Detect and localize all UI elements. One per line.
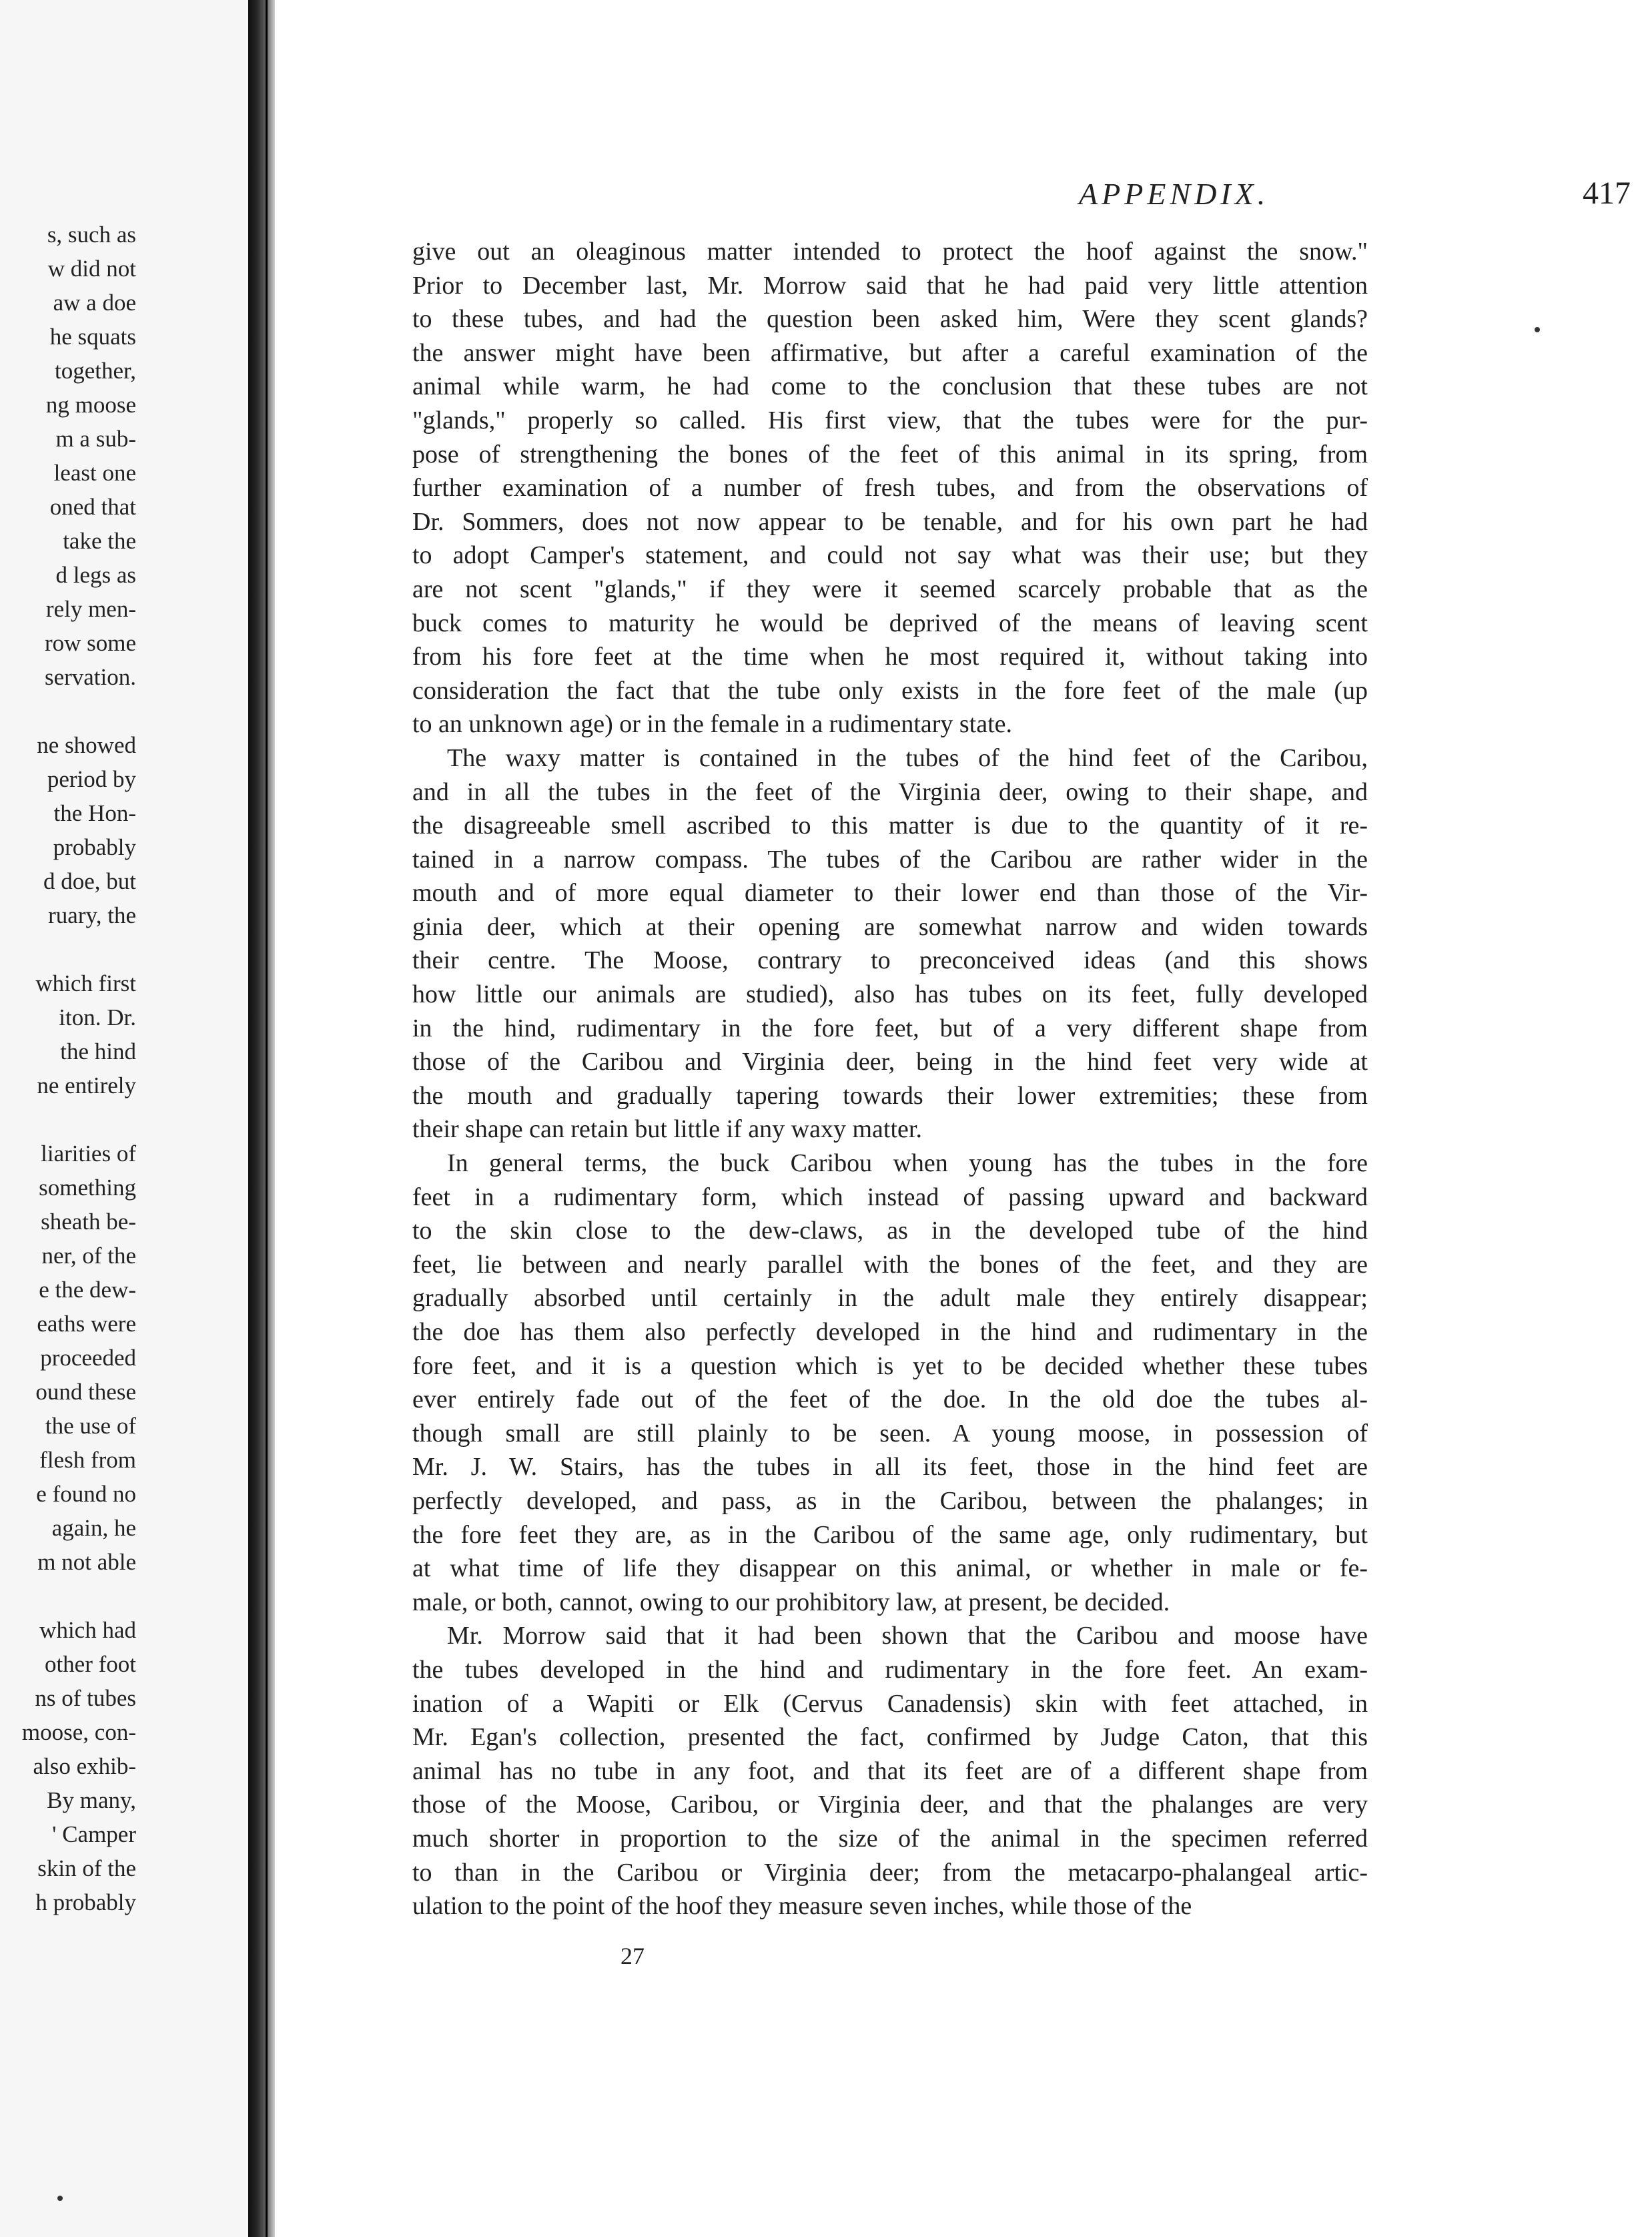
facing-page-line (0, 1579, 248, 1613)
facing-page-line: m a sub- (55, 426, 136, 452)
facing-page-line: again, he (51, 1515, 136, 1541)
facing-page-line: skin of the (37, 1855, 136, 1881)
facing-page-line: also exhib- (33, 1753, 136, 1779)
page-number: 417 (1583, 176, 1631, 211)
body-text (412, 235, 1368, 1923)
facing-page-line: together, (54, 358, 136, 384)
text-line: The waxy matter is contained in the tubes of the hind feet of the Caribou, (447, 743, 1368, 772)
text-line: further examination of a number of fresh tubes, and from the observations of (412, 474, 1368, 503)
text-line: the tubes developed in the hind and rudimentary in the fore feet. An exam- (412, 1655, 1368, 1684)
scan-speck (1535, 327, 1540, 332)
text-line: the fore feet they are, as in the Caribou of the same age, only rudimentary, but (412, 1520, 1368, 1549)
facing-page-line: ne showed (37, 732, 136, 758)
text-line: the disagreeable smell ascribed to this matter is due to the quantity of it re- (412, 812, 1368, 840)
facing-page-line (0, 932, 248, 966)
text-line: at what time of life they disappear on this animal, or whether in male or fe- (412, 1554, 1368, 1583)
facing-page-line: sheath be- (41, 1209, 136, 1235)
text-line: Prior to December last, Mr. Morrow said that he had paid very little attention (412, 271, 1368, 300)
facing-page-line: iton. Dr. (59, 1004, 136, 1030)
text-line: to the skin close to the dew-claws, as in the developed tube of the hind (412, 1217, 1368, 1245)
facing-page-line: w did not (47, 256, 136, 282)
text-line: give out an oleaginous matter intended to protect the hoof against the snow." (412, 238, 1368, 266)
facing-page-line: ' Camper (52, 1821, 136, 1847)
text-line: to an unknown age) or in the female in a rudimentary state. (412, 710, 1013, 739)
text-line: In general terms, the buck Caribou when young has the tubes in the fore (447, 1149, 1368, 1178)
text-line: feet, lie between and nearly parallel with the bones of the feet, and they are (412, 1250, 1368, 1279)
text-line: in the hind, rudimentary in the fore feet, but of a very different shape from (412, 1014, 1368, 1042)
text-line: feet in a rudimentary form, which instead of passing upward and backward (412, 1183, 1368, 1211)
facing-page-fragment (0, 0, 248, 2237)
facing-page-line: period by (47, 766, 136, 792)
facing-page-line: By many, (47, 1787, 136, 1813)
scan-speck (57, 2196, 63, 2201)
facing-page-line: moose, con- (21, 1719, 136, 1745)
facing-page-line: take the (63, 528, 136, 554)
text-line: ulation to the point of the hoof they measure seven inches, while those of the (412, 1892, 1192, 1921)
text-line: much shorter in proportion to the size of the animal in the specimen referred (412, 1824, 1368, 1853)
text-line: ginia deer, which at their opening are somewhat narrow and widen towards (412, 912, 1368, 941)
facing-page-line: servation. (44, 664, 136, 690)
text-line: and in all the tubes in the feet of the Virginia deer, owing to their shape, and (412, 777, 1368, 806)
facing-page-line: aw a doe (53, 290, 136, 316)
text-line: how little our animals are studied), also has tubes on its feet, fully developed (412, 980, 1368, 1009)
facing-page-line (0, 1102, 248, 1137)
text-line: mouth and of more equal diameter to their lower end than those of the Vir- (412, 879, 1368, 908)
text-line: those of the Moose, Caribou, or Virginia deer, and that the phalanges are very (412, 1791, 1368, 1819)
facing-page-line: something (39, 1175, 136, 1201)
text-line: ination of a Wapiti or Elk (Cervus Canadensis) skin with feet attached, in (412, 1689, 1368, 1718)
text-line: animal while warm, he had come to the conclusion that these tubes are not (412, 372, 1368, 401)
text-line: are not scent "glands," if they were it seemed scarcely probable that as the (412, 575, 1368, 603)
facing-page-line: row some (44, 630, 136, 656)
facing-page-text (0, 218, 248, 1919)
facing-page-line: h probably (35, 1889, 136, 1915)
text-line: Mr. Morrow said that it had been shown that the Caribou and moose have (447, 1622, 1368, 1650)
text-line: Mr. J. W. Stairs, has the tubes in all its feet, those in the hind feet are (412, 1453, 1368, 1482)
facing-page-line: m not able (37, 1549, 136, 1575)
text-line: male, or both, cannot, owing to our prohibitory law, at present, be decided. (412, 1588, 1170, 1616)
facing-page-line: the hind (60, 1038, 136, 1064)
text-line: Mr. Egan's collection, presented the fact, confirmed by Judge Caton, that this (412, 1723, 1368, 1752)
facing-page-line: s, such as (47, 222, 136, 248)
facing-page-line: proceeded (40, 1345, 136, 1371)
facing-page-line: ner, of the (41, 1243, 136, 1269)
facing-page-line: ns of tubes (35, 1685, 136, 1711)
facing-page-line: other foot (44, 1651, 136, 1677)
text-line: though small are still plainly to be seen. A young moose, in possession of (412, 1419, 1368, 1448)
running-head: APPENDIX. (1079, 177, 1270, 211)
text-line: to than in the Caribou or Virginia deer; from the metacarpo-phalangeal artic- (412, 1858, 1368, 1887)
facing-page-line: liarities of (41, 1141, 136, 1167)
facing-page-line: the Hon- (53, 800, 136, 826)
facing-page-line: eaths were (37, 1311, 136, 1337)
facing-page-line: he squats (49, 324, 136, 350)
text-line: tained in a narrow compass. The tubes of the Caribou are rather wider in the (412, 845, 1368, 874)
facing-page-line: d legs as (55, 562, 136, 588)
text-line: the mouth and gradually tapering towards their lower extremities; these from (412, 1081, 1368, 1110)
text-line: fore feet, and it is a question which is yet to be decided whether these tubes (412, 1351, 1368, 1380)
text-line: animal has no tube in any foot, and that its feet are of a different shape from (412, 1756, 1368, 1785)
facing-page-line: ng moose (45, 392, 136, 418)
facing-page-line: e the dew- (39, 1277, 136, 1303)
facing-page-line: d doe, but (43, 868, 136, 894)
facing-page-line: flesh from (39, 1447, 136, 1473)
text-line: "glands," properly so called. His first view, that the tubes were for the pur- (412, 406, 1368, 434)
text-line: ever entirely fade out of the feet of the doe. In the old doe the tubes al- (412, 1385, 1368, 1414)
text-line: their shape can retain but little if any waxy matter. (412, 1115, 922, 1144)
facing-page-line: which had (39, 1617, 136, 1643)
facing-page-line: probably (53, 834, 136, 860)
text-line: their centre. The Moose, contrary to preconceived ideas (and this shows (412, 946, 1368, 975)
facing-page-line: oned that (49, 494, 136, 520)
text-line: to adopt Camper's statement, and could not say what was their use; but they (412, 541, 1368, 570)
facing-page-line: which first (35, 970, 136, 996)
text-line: the answer might have been affirmative, but after a careful examination of the (412, 338, 1368, 367)
facing-page-line: least one (53, 460, 136, 486)
facing-page-line: rely men- (45, 596, 136, 622)
text-line: from his fore feet at the time when he most required it, without taking into (412, 643, 1368, 671)
text-line: perfectly developed, and pass, as in the Caribou, between the phalanges; in (412, 1486, 1368, 1515)
book-gutter-shadow (248, 0, 275, 2237)
text-line: gradually absorbed until certainly in the adult male they entirely disappear; (412, 1284, 1368, 1313)
facing-page-line: ound these (35, 1379, 136, 1405)
facing-page-line: ruary, the (48, 902, 136, 928)
facing-page-line: e found no (36, 1481, 136, 1507)
text-line: Dr. Sommers, does not now appear to be tenable, and for his own part he had (412, 507, 1368, 536)
text-line: consideration the fact that the tube only exists in the fore feet of the male (up (412, 676, 1368, 705)
text-line: pose of strengthening the bones of the feet of this animal in its spring, from (412, 440, 1368, 468)
book-gutter-edge (266, 0, 268, 2237)
text-line: the doe has them also perfectly developed in the hind and rudimentary in the (412, 1318, 1368, 1346)
facing-page-line (0, 694, 248, 728)
facing-page-line: ne entirely (37, 1072, 136, 1098)
text-line: to these tubes, and had the question been asked him, Were they scent glands? (412, 305, 1368, 334)
text-line: buck comes to maturity he would be deprived of the means of leaving scent (412, 609, 1368, 637)
facing-page-line: the use of (45, 1413, 136, 1439)
signature-mark: 27 (621, 1943, 645, 1969)
text-line: those of the Caribou and Virginia deer, being in the hind feet very wide at (412, 1048, 1368, 1076)
